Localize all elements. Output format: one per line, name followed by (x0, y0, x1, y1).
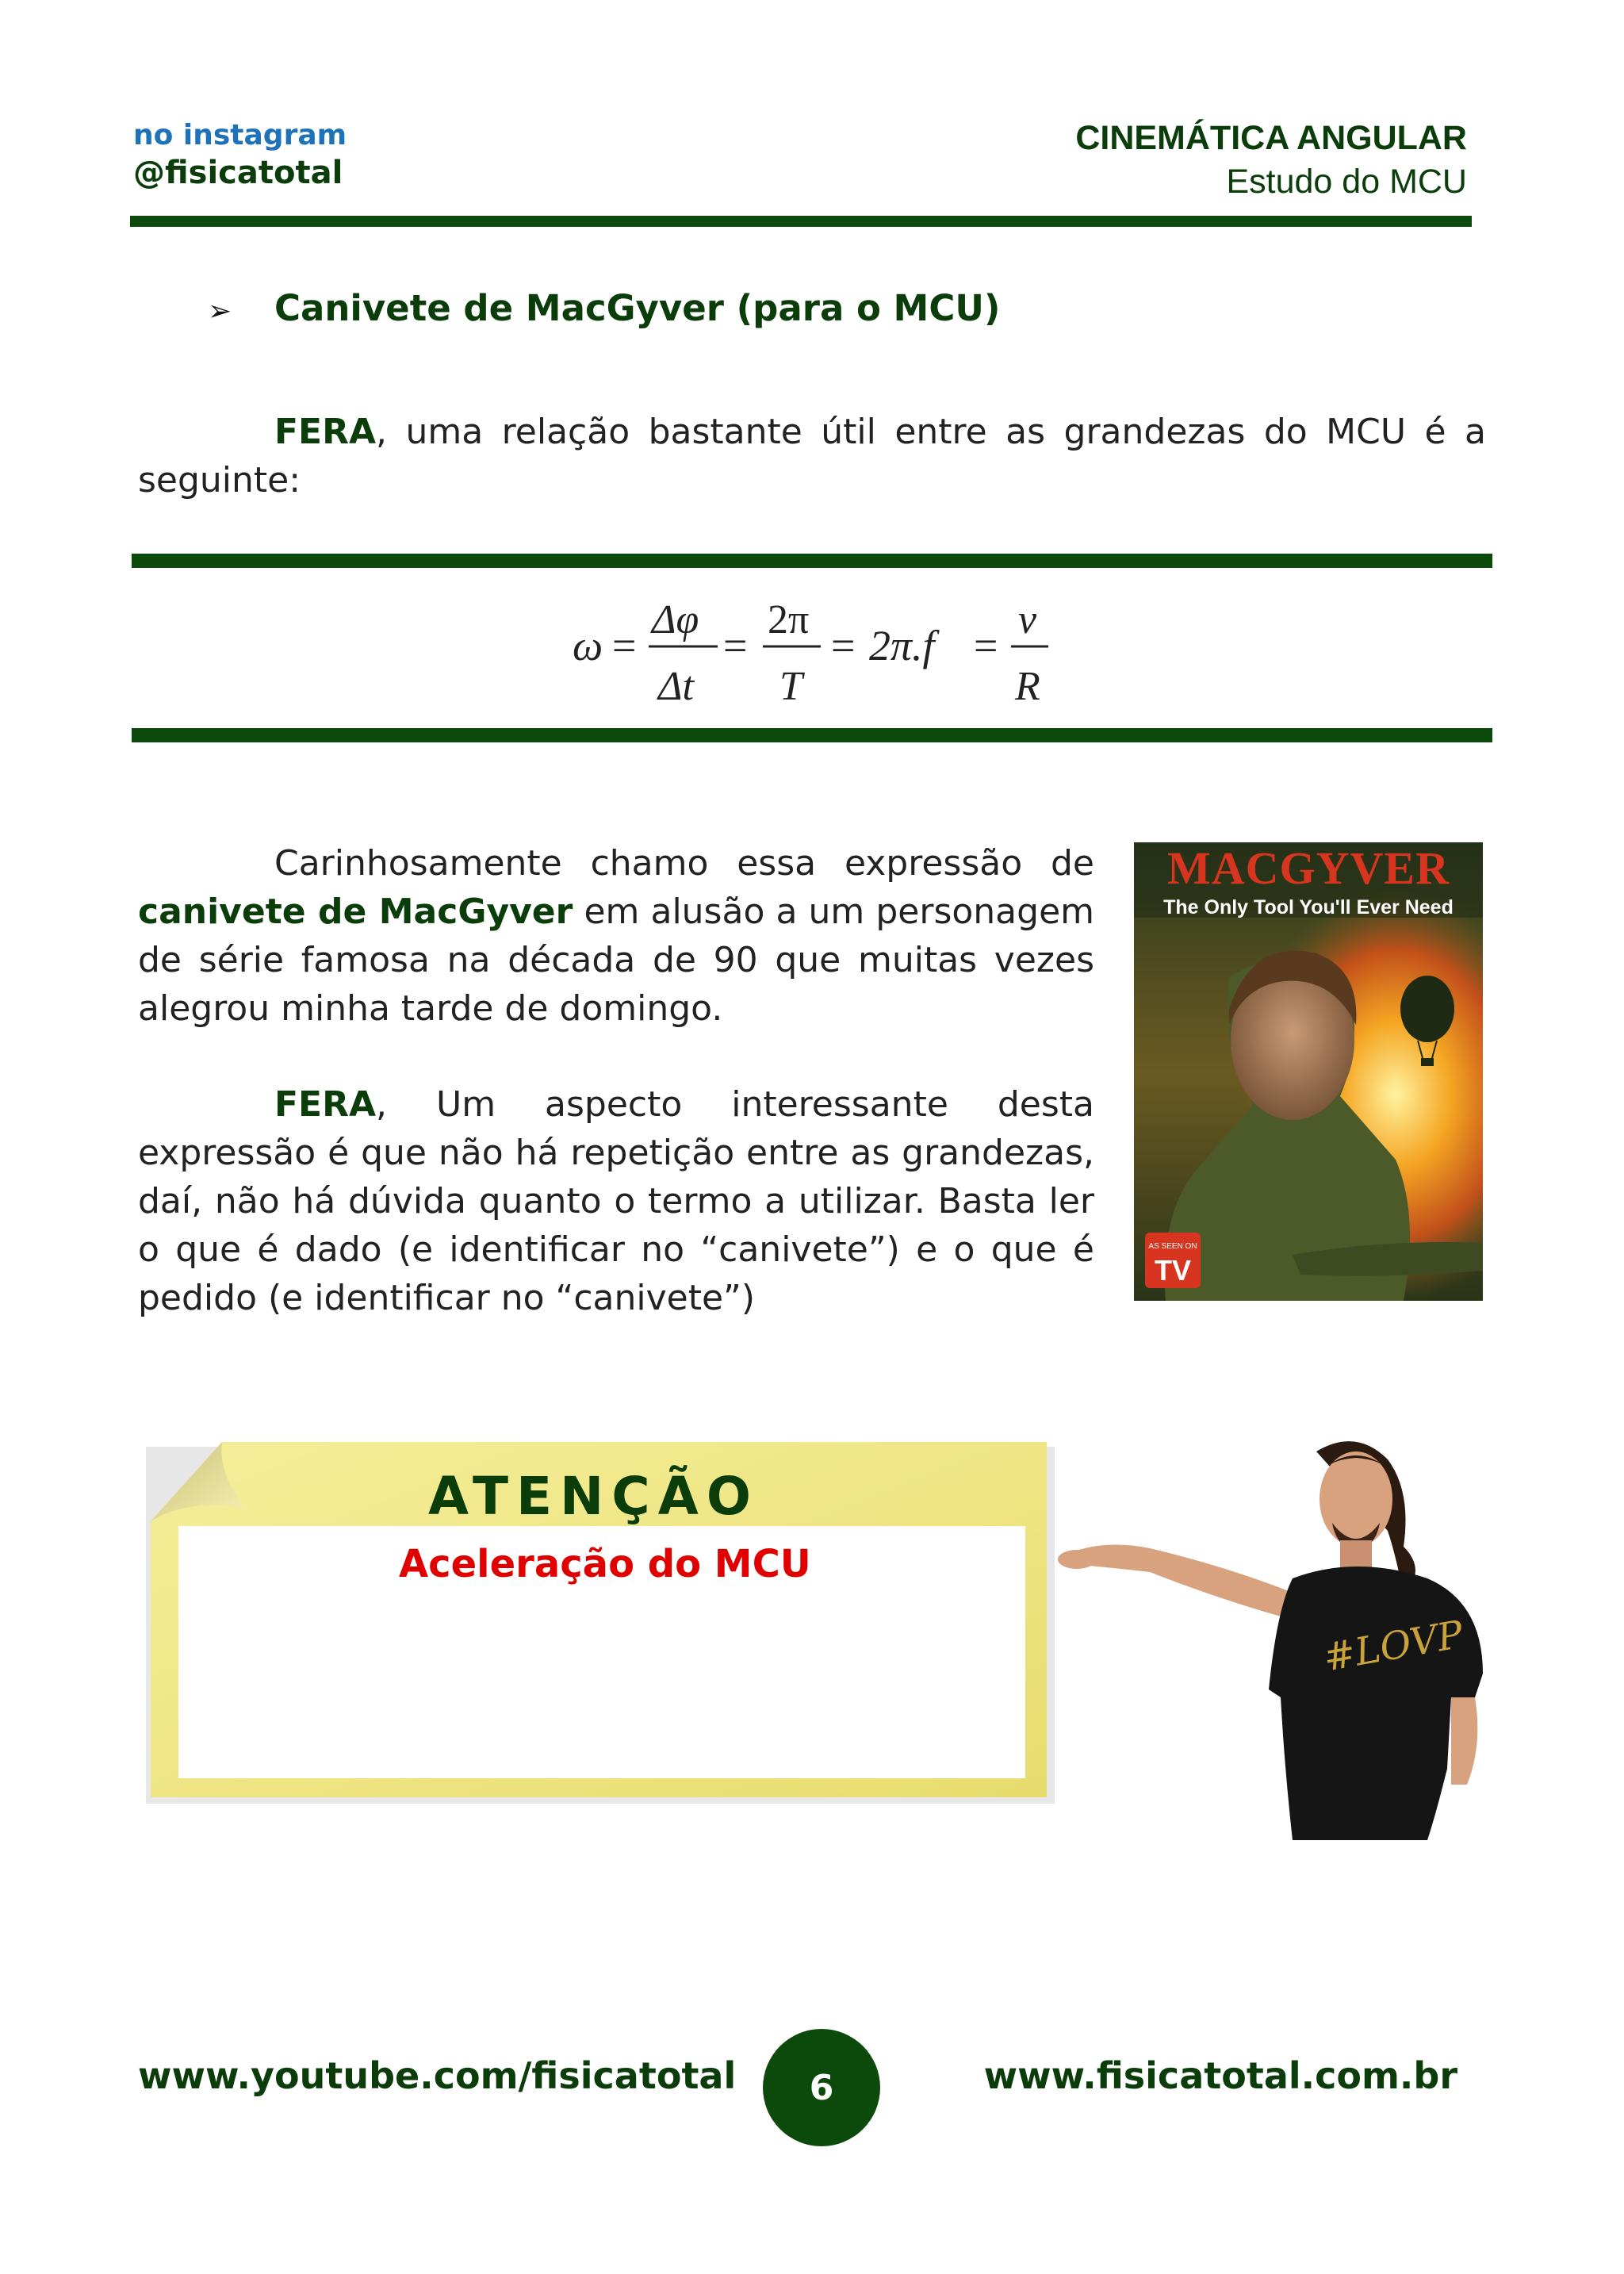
formula-equals-2: = (723, 622, 748, 669)
paragraph-aspect-text: , Um aspecto interessante desta expressão é que não há repetição entre as grandezas, daí, não há dúvida quanto o termo a utilizar. Basta ler o que é dado (e identificar no “canivete”) e o que é pedido (e identificar no “canivete”) (138, 1084, 1094, 1318)
formula-bottom-rule (132, 728, 1492, 742)
formula-velocity: v (1018, 597, 1037, 642)
formula-top-rule (132, 554, 1492, 568)
macgyver-poster (1134, 842, 1483, 1301)
formula (555, 587, 1071, 714)
formula-radius: R (1015, 664, 1040, 709)
paragraph-macgyver (138, 839, 1094, 1033)
paragraph-macgyver-text-2: em alusão a um personagem de série famosa na década de 90 que muitas vezes alegrou minha tarde de domingo. (138, 892, 1094, 1029)
formula-equals-4: = (974, 622, 998, 669)
arrow-bullet-icon: ➢ (208, 295, 232, 328)
aspect-highlight: FERA (274, 1084, 377, 1125)
attention-title: ATENÇÃO (428, 1466, 759, 1527)
website-link[interactable]: www.fisicatotal.com.br (983, 2054, 1457, 2097)
page-number: 6 (763, 2029, 880, 2146)
paragraph-macgyver-text-1: Carinhosamente chamo essa expressão de (274, 843, 1094, 884)
formula-delta-t: Δt (658, 664, 694, 709)
formula-two-pi-f: 2π.f (869, 622, 935, 669)
instagram-label: no instagram (133, 119, 347, 151)
poster-tagline: The Only Tool You'll Ever Need (1163, 896, 1454, 918)
macgyver-highlight: canivete de MacGyver (138, 892, 573, 932)
document-title: CINEMÁTICA ANGULAR (1075, 119, 1467, 157)
intro-highlight: FERA (274, 412, 377, 452)
youtube-link[interactable]: www.youtube.com/fisicatotal (138, 2054, 737, 2097)
formula-period: T (779, 664, 802, 709)
instagram-handle: @fisicatotal (133, 155, 343, 191)
section-title: Canivete de MacGyver (para o MCU) (274, 287, 1001, 329)
formula-delta-phi: Δφ (652, 597, 699, 642)
formula-two-pi: 2π (768, 597, 810, 642)
poster-badge-small: AS SEEN ON (1148, 1242, 1197, 1251)
shirt-text: #LOVP (1320, 1612, 1467, 1681)
presenter-figure (1055, 1436, 1499, 1840)
formula-equals-3: = (831, 622, 856, 669)
intro-text: , uma relação bastante útil entre as grandezas do MCU é a seguinte: (138, 412, 1486, 500)
paragraph-aspect (138, 1080, 1094, 1322)
formula-omega: ω (573, 622, 603, 669)
poster-title: MACGYVER (1167, 842, 1450, 894)
intro-paragraph (138, 408, 1486, 504)
poster-badge-tv: TV (1154, 1254, 1192, 1287)
attention-subtitle: Aceleração do MCU (399, 1542, 811, 1586)
header-divider (130, 216, 1472, 227)
formula-equals-1: = (612, 622, 637, 669)
document-subtitle: Estudo do MCU (1226, 163, 1467, 201)
